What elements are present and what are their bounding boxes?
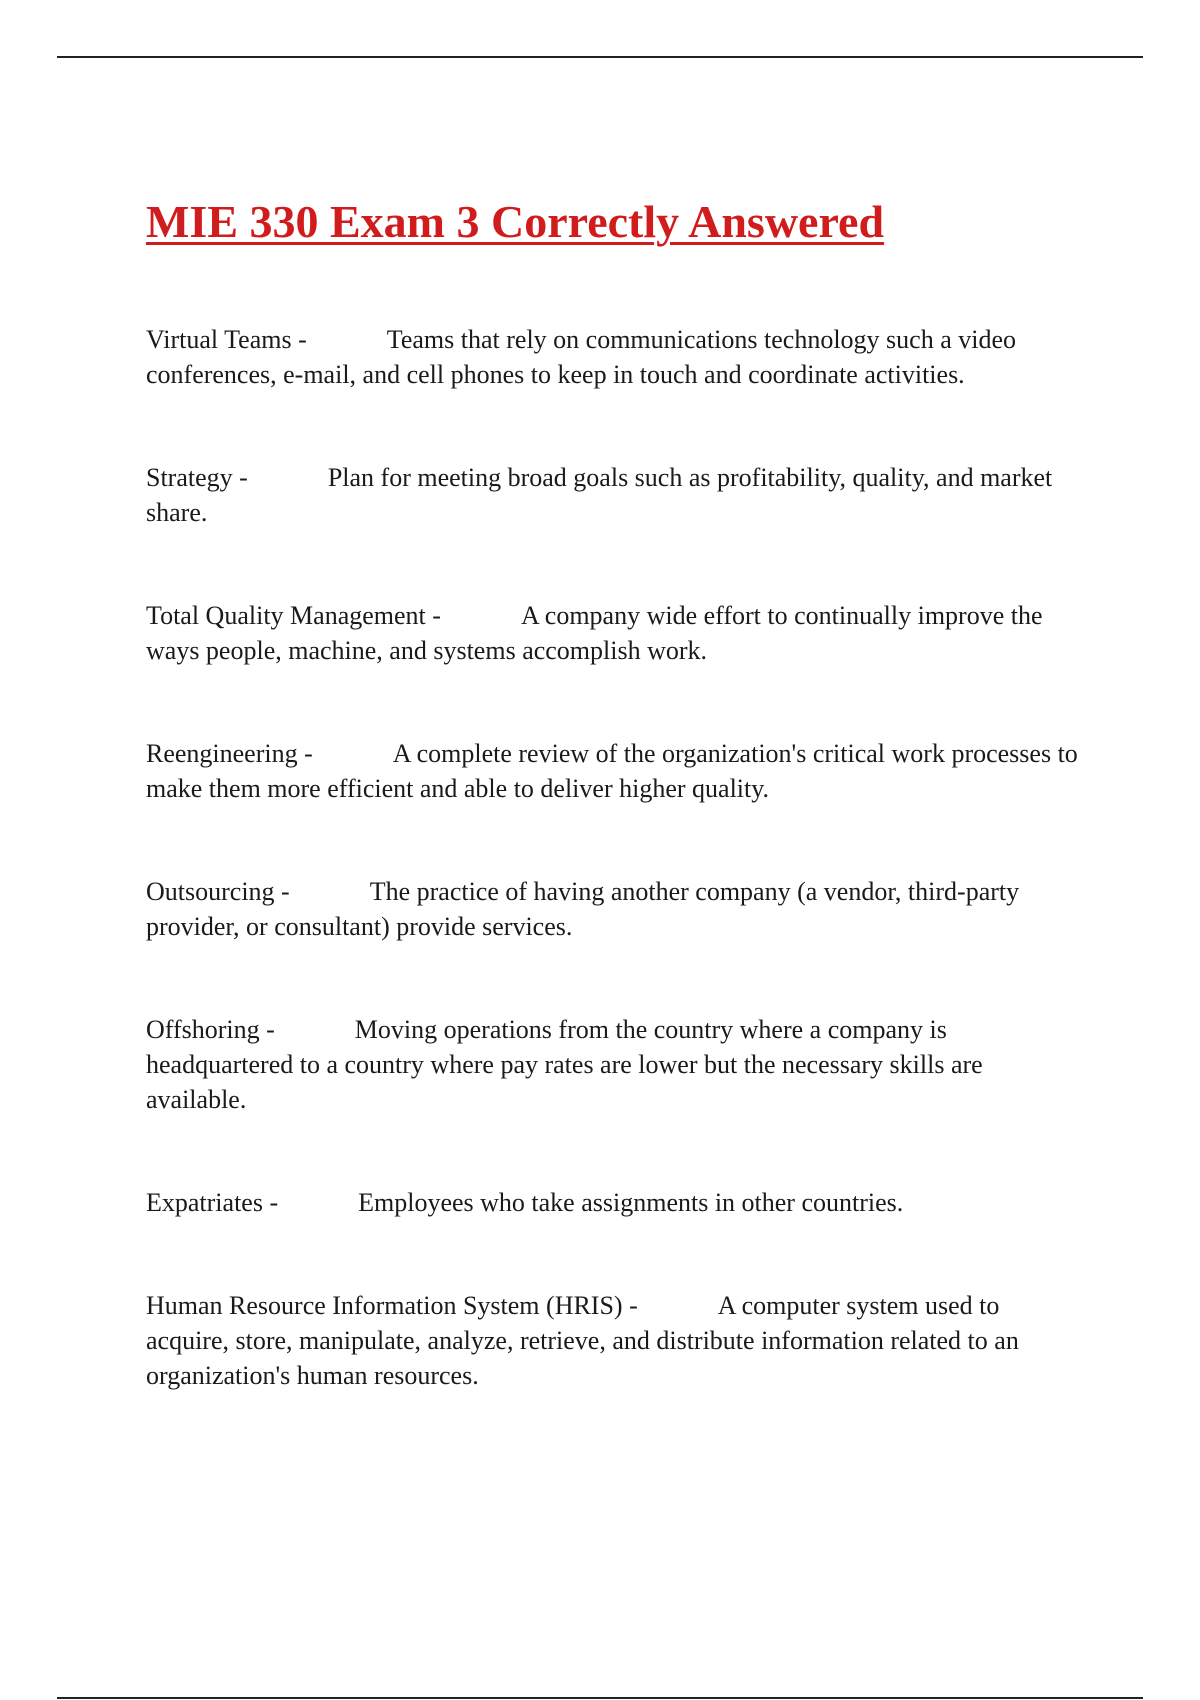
term-definition: A complete review of the organization's critical work processes to make them more efficient and able to deliver higher quality. bbox=[146, 739, 1078, 803]
term-label: Strategy - bbox=[146, 463, 248, 492]
term-label: Offshoring - bbox=[146, 1015, 275, 1044]
term-label: Outsourcing - bbox=[146, 877, 290, 906]
term-label: Expatriates - bbox=[146, 1188, 279, 1217]
term-label: Human Resource Information System (HRIS) - bbox=[146, 1291, 638, 1320]
term-entry bbox=[146, 1185, 1081, 1220]
term-definition: A computer system used to acquire, store, manipulate, analyze, retrieve, and distribute information related to an organization's human resources. bbox=[146, 1291, 1019, 1390]
term-definition: Plan for meeting broad goals such as profitability, quality, and market share. bbox=[146, 463, 1053, 527]
term-definition: Teams that rely on communications technology such a video conferences, e-mail, and cell phones to keep in touch and coordinate activities. bbox=[146, 325, 1017, 389]
page-title: MIE 330 Exam 3 Correctly Answered bbox=[146, 196, 885, 247]
term-entry bbox=[146, 1288, 1081, 1393]
term-entry bbox=[146, 598, 1081, 668]
term-definition: A company wide effort to continually improve the ways people, machine, and systems accomplish work. bbox=[146, 601, 1043, 665]
term-entry bbox=[146, 874, 1081, 944]
term-definition: Employees who take assignments in other countries. bbox=[358, 1188, 904, 1217]
term-definition: The practice of having another company (a vendor, third-party provider, or consultant) provide services. bbox=[146, 877, 1020, 941]
top-rule bbox=[57, 56, 1143, 58]
term-label: Virtual Teams - bbox=[146, 325, 307, 354]
term-label: Reengineering - bbox=[146, 739, 313, 768]
term-entry bbox=[146, 736, 1081, 806]
term-entry bbox=[146, 322, 1081, 392]
term-list bbox=[146, 322, 1081, 1393]
term-entry bbox=[146, 1012, 1081, 1117]
term-entry bbox=[146, 460, 1081, 530]
bottom-rule bbox=[57, 1697, 1143, 1699]
term-label: Total Quality Management - bbox=[146, 601, 441, 630]
term-definition: Moving operations from the country where a company is headquartered to a country where pay rates are lower but the necessary skills are available. bbox=[146, 1015, 983, 1114]
